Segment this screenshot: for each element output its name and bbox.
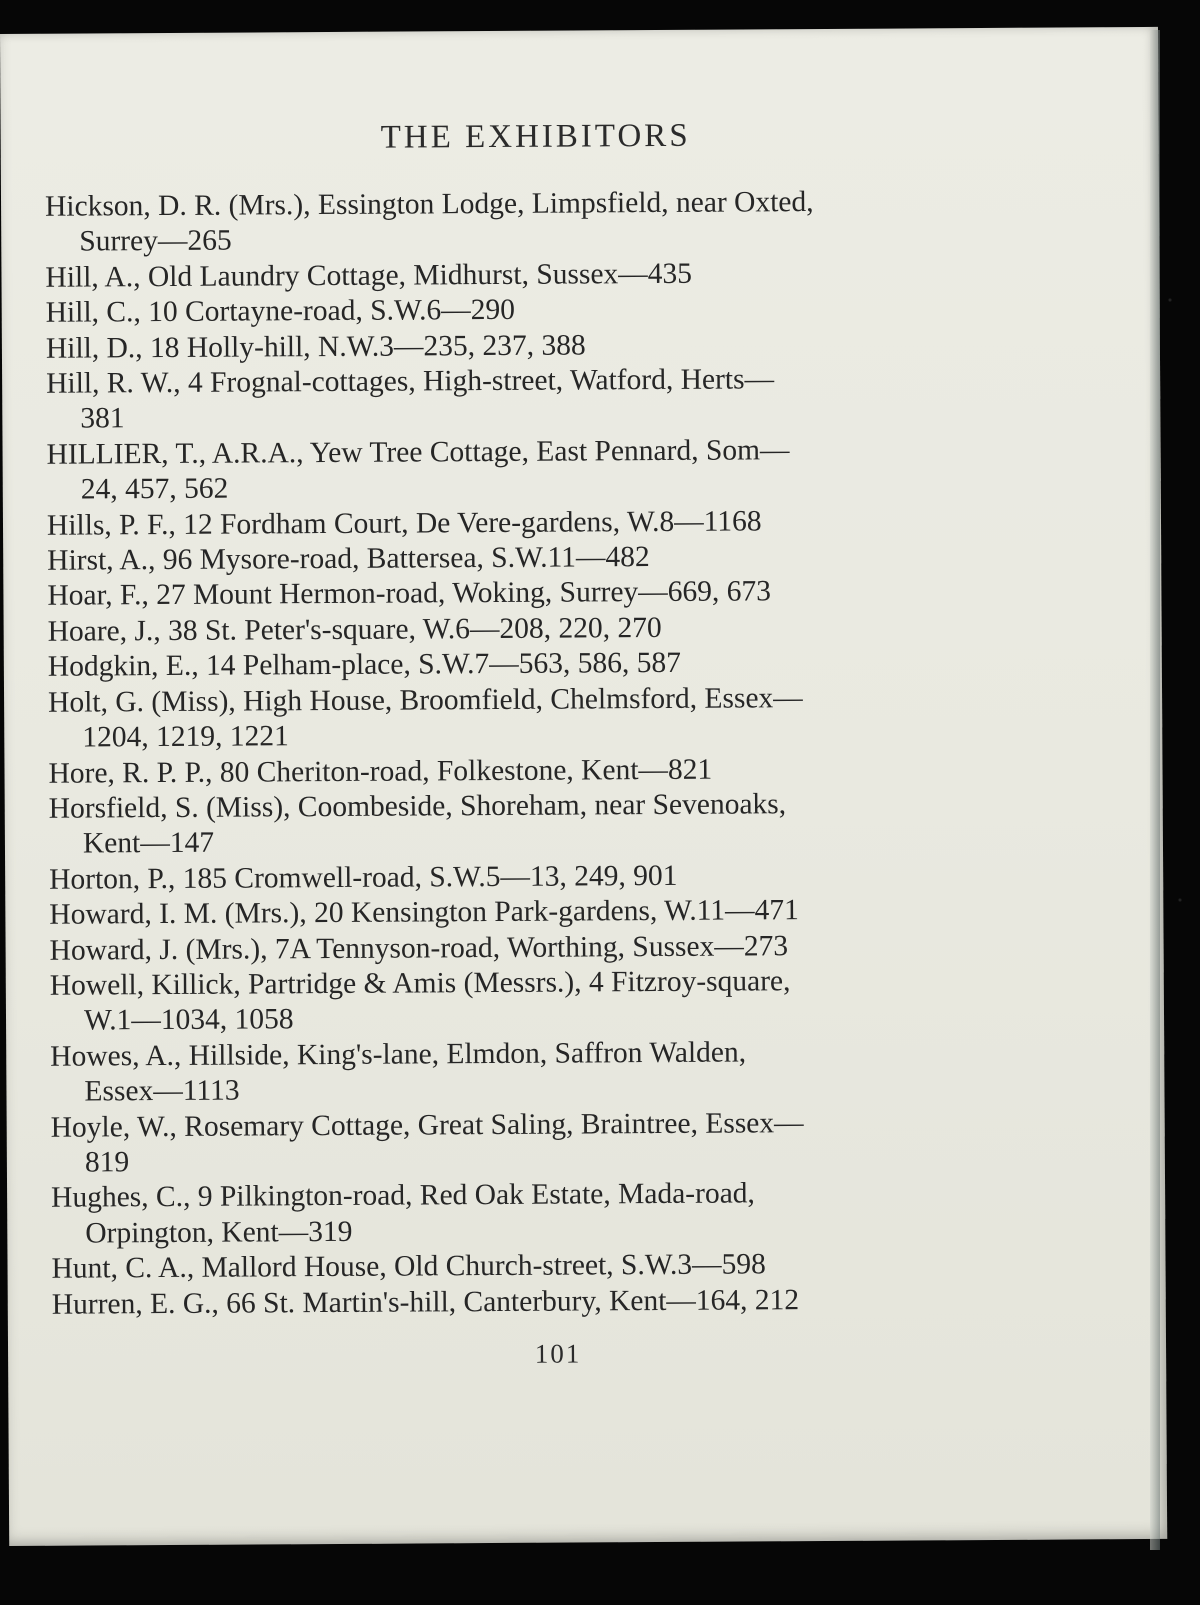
entry-text: Hill, A., Old Laundry Cottage, Midhurst, Sussex—435 [45,257,693,294]
exhibitor-entry-hillier [46,431,1046,508]
exhibitor-entry-horsfield [49,786,1049,863]
entry-continuation: 381 [80,402,125,435]
entry-continuation: W.1—1034, 1058 [83,1003,294,1037]
page-number: 101 [534,1338,582,1369]
entry-text: Hill, C., 10 Cortayne-road, S.W.6—290 [45,294,516,329]
exhibitor-entry-hore [48,750,1048,792]
entry-continuation: Orpington, Kent—319 [85,1215,353,1250]
entry-text: Hickson, D. R. (Mrs.), Essington Lodge, Limpsfield, near Oxted, [44,186,814,223]
entry-text: HILLIER, T., A.R.A., Yew Tree Cottage, East Pennard, Som— [46,434,790,471]
entry-text: Hughes, C., 9 Pilkington-road, Red Oak Estate, Mada-road, [51,1177,755,1215]
exhibitor-entry-howard-im [49,892,1049,934]
exhibitor-entry-holt [48,679,1048,756]
exhibitor-entry-hirst [47,538,1047,580]
exhibitor-list [45,184,1052,1323]
exhibitor-entry-hurren [52,1281,1052,1323]
exhibitor-entry-hill-d [46,325,1046,367]
entry-text: Howard, I. M. (Mrs.), 20 Kensington Park-gardens, W.11—471 [49,894,799,931]
entry-text: Howell, Killick, Partridge & Amis (Messrs.), 4 Fitzroy-square, [49,965,791,1002]
entry-continuation: Kent—147 [82,827,215,860]
exhibitor-entry-hunt [51,1246,1051,1288]
exhibitor-entry-hoare [48,608,1048,650]
entry-text: Horsfield, S. (Miss), Coombeside, Shoreham, near Sevenoaks, [48,788,787,825]
entry-continuation: Surrey—265 [79,224,232,258]
exhibitor-entry-hickson [45,184,1045,261]
exhibitor-entry-hill-rw [46,361,1046,438]
page-heading: THE EXHIBITORS [380,117,691,156]
entry-text: Hill, D., 18 Holly-hill, N.W.3—235, 237, 388 [45,329,586,365]
entry-continuation: 24, 457, 562 [80,472,229,506]
exhibitor-entry-hill-a [45,254,1045,296]
exhibitor-entry-howes [50,1033,1050,1110]
page-edge-shadow [1150,30,1160,1550]
exhibitor-entry-hills [47,502,1047,544]
entry-text: Hoar, F., 27 Mount Hermon-road, Woking, Surrey—669, 673 [47,575,772,613]
entry-text: Hills, P. F., 12 Fordham Court, De Vere-gardens, W.8—1168 [46,505,762,542]
entry-continuation: Essex—1113 [84,1074,240,1108]
entry-text: Hill, R. W., 4 Frognal-cottages, High-street, Watford, Herts— [46,363,775,400]
exhibitor-entry-hill-c [46,290,1046,332]
exhibitor-entry-howard-j [49,927,1049,969]
entry-text: Hunt, C. A., Mallord House, Old Church-street, S.W.3—598 [51,1248,766,1285]
entry-text: Hirst, A., 96 Mysore-road, Battersea, S.W.11—482 [47,541,650,577]
exhibitor-entry-hughes [51,1175,1051,1252]
entry-text: Howard, J. (Mrs.), 7A Tennyson-road, Worthing, Sussex—273 [49,929,789,967]
exhibitor-entry-hoyle [51,1104,1051,1181]
entry-text: Hurren, E. G., 66 St. Martin's-hill, Canterbury, Kent—164, 212 [51,1283,800,1321]
entry-continuation: 1204, 1219, 1221 [82,720,289,754]
exhibitor-entry-hoar [47,573,1047,615]
entry-text: Hore, R. P. P., 80 Cheriton-road, Folkestone, Kent—821 [48,753,713,790]
entry-text: Horton, P., 185 Cromwell-road, S.W.5—13, 249, 901 [49,859,678,896]
exhibitor-entry-hodgkin [48,644,1048,686]
exhibitor-entry-howell-killick [50,963,1050,1040]
entry-text: Hodgkin, E., 14 Pelham-place, S.W.7—563, 586, 587 [47,647,682,684]
exhibitor-entry-horton [49,856,1049,898]
entry-text: Howes, A., Hillside, King's-lane, Elmdon, Saffron Walden, [50,1036,747,1073]
entry-text: Hoyle, W., Rosemary Cottage, Great Saling, Braintree, Essex— [50,1106,804,1144]
entry-continuation: 819 [84,1146,130,1179]
entry-text: Hoare, J., 38 St. Peter's-square, W.6—208, 220, 270 [47,611,662,648]
entry-text: Holt, G. (Miss), High House, Broomfield, Chelmsford, Essex— [47,681,803,719]
book-page [0,27,1167,1546]
